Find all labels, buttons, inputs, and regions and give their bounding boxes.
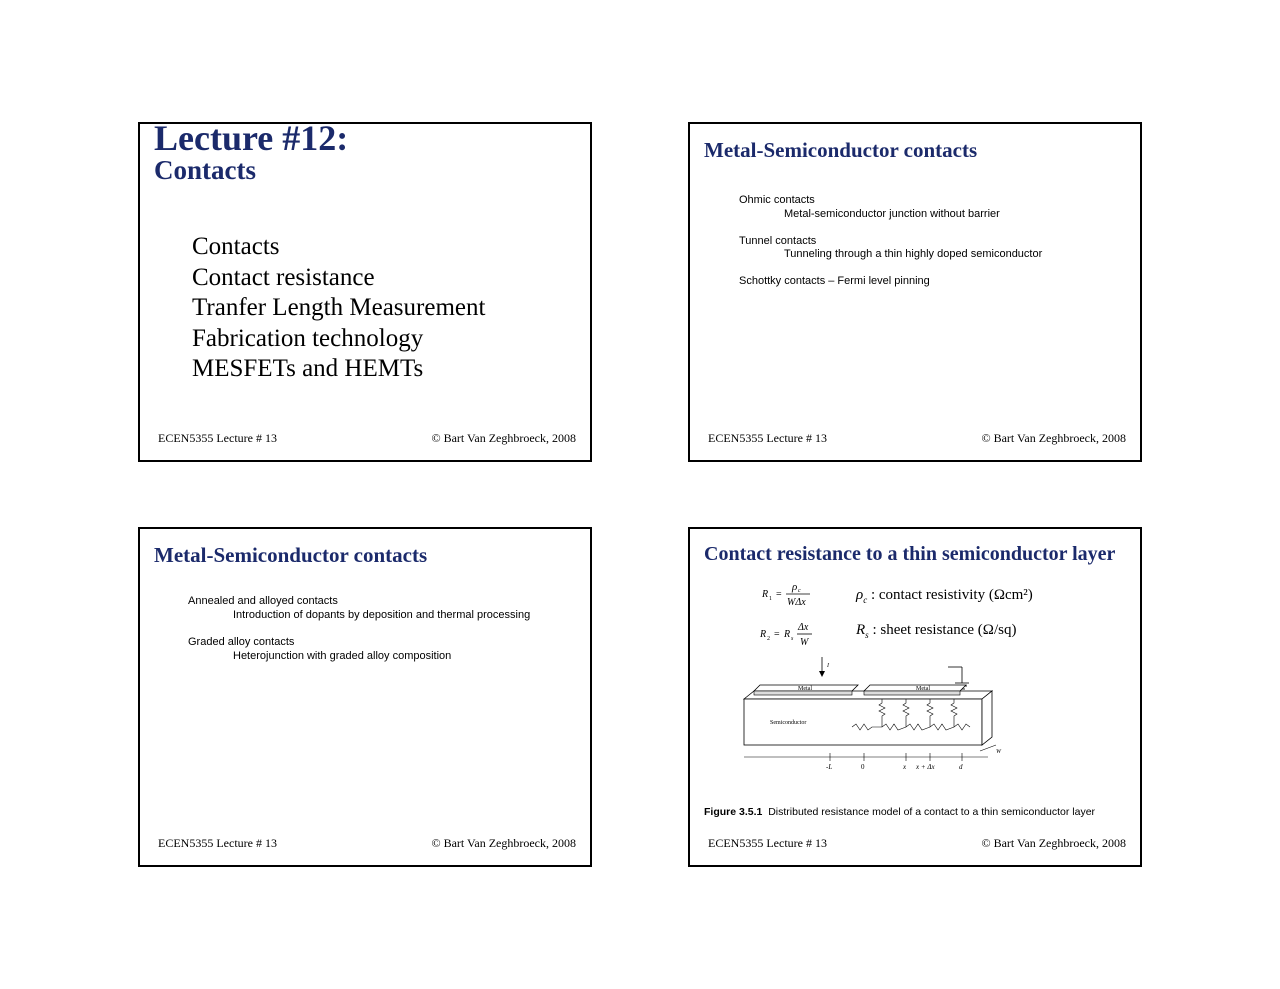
footer-right: © Bart Van Zeghbroeck, 2008: [431, 431, 576, 445]
axis-label: 0: [861, 763, 865, 771]
list-item: Tranfer Length Measurement: [192, 294, 486, 321]
slide-title: Contact resistance to a thin semiconductor layer: [704, 543, 1116, 565]
equation-r2: [758, 617, 818, 651]
svg-text:s: s: [791, 636, 794, 642]
axis-label: -L: [826, 763, 833, 771]
width-label: W: [996, 749, 1001, 755]
svg-text:ρ: ρ: [792, 581, 798, 593]
svg-text:R: R: [762, 589, 769, 600]
semiconductor-label: Semiconductor: [770, 720, 807, 726]
list-item: Contact resistance: [192, 263, 375, 291]
axis-label: d: [959, 763, 963, 771]
slide-4: [688, 527, 1142, 867]
svg-text:2: 2: [767, 636, 770, 642]
footer-left: ECEN5355 Lecture # 13: [708, 836, 827, 850]
list-item: MESFETs and HEMTs: [192, 355, 424, 382]
equation-r1: [760, 579, 820, 609]
footer-left: ECEN5355 Lecture # 13: [708, 431, 827, 445]
slide-subtitle: Contacts: [154, 155, 256, 185]
slide-title: Metal-Semiconductor contacts: [154, 543, 428, 567]
list-subitem: Metal-semiconductor junction without barrier: [784, 208, 1000, 220]
svg-text:WΔx: WΔx: [787, 597, 806, 608]
svg-text:Δx: Δx: [798, 622, 809, 633]
svg-text:W: W: [800, 637, 809, 648]
list-item: Fabrication technology: [192, 324, 424, 352]
slide-1: [138, 118, 592, 462]
equation-rho-description: $\rho_c$ : contact resistivity (Ωcm²): [856, 587, 1033, 605]
footer-left: ECEN5355 Lecture # 13: [158, 836, 277, 850]
figure-caption-text: Distributed resistance model of a contact to a thin semiconductor layer: [768, 806, 1096, 818]
list-item: Ohmic contacts: [739, 194, 815, 206]
list-item: Tunnel contacts: [739, 235, 817, 247]
svg-text:=: =: [774, 629, 780, 640]
list-item: Contacts: [192, 233, 280, 260]
current-label: I: [827, 663, 829, 669]
metal-label-left: Metal: [798, 686, 812, 692]
svg-text:R: R: [760, 629, 767, 640]
footer-right: © Bart Van Zeghbroeck, 2008: [981, 431, 1126, 445]
axis-label: x + Δx: [916, 763, 935, 771]
slide-title: Metal-Semiconductor contacts: [704, 138, 978, 162]
slide-3: [138, 527, 592, 867]
equation-rho-text: : contact resistivity (Ωcm²): [870, 587, 1033, 603]
axis-label: x: [903, 763, 907, 771]
list-item: Schottky contacts – Fermi level pinning: [739, 275, 930, 287]
list-item: Graded alloy contacts: [188, 636, 295, 648]
footer-left: ECEN5355 Lecture # 13: [158, 431, 277, 445]
equation-rs-description: $R_s$ : sheet resistance (Ω/sq): [856, 622, 1017, 640]
figure-caption: [704, 806, 1095, 818]
equation-rs-text: : sheet resistance (Ω/sq): [872, 622, 1017, 638]
list-subitem: Tunneling through a thin highly doped semiconductor: [784, 248, 1043, 260]
figure-label: Figure 3.5.1: [704, 806, 763, 818]
footer-right: © Bart Van Zeghbroeck, 2008: [431, 836, 576, 850]
list-item: Annealed and alloyed contacts: [188, 595, 338, 607]
list-subitem: Introduction of dopants by deposition and thermal processing: [233, 609, 531, 621]
metal-label-right: Metal: [916, 686, 930, 692]
svg-text:1: 1: [769, 596, 772, 602]
slide-2: [688, 122, 1142, 462]
footer-right: © Bart Van Zeghbroeck, 2008: [981, 836, 1126, 850]
slide-title: Lecture #12:: [154, 118, 349, 158]
list-subitem: Heterojunction with graded alloy composition: [233, 650, 452, 662]
distributed-resistance-diagram: [740, 653, 1000, 773]
svg-text:=: =: [776, 589, 782, 600]
topic-list: [192, 232, 485, 385]
svg-text:c: c: [798, 588, 801, 594]
svg-text:R: R: [784, 629, 791, 640]
